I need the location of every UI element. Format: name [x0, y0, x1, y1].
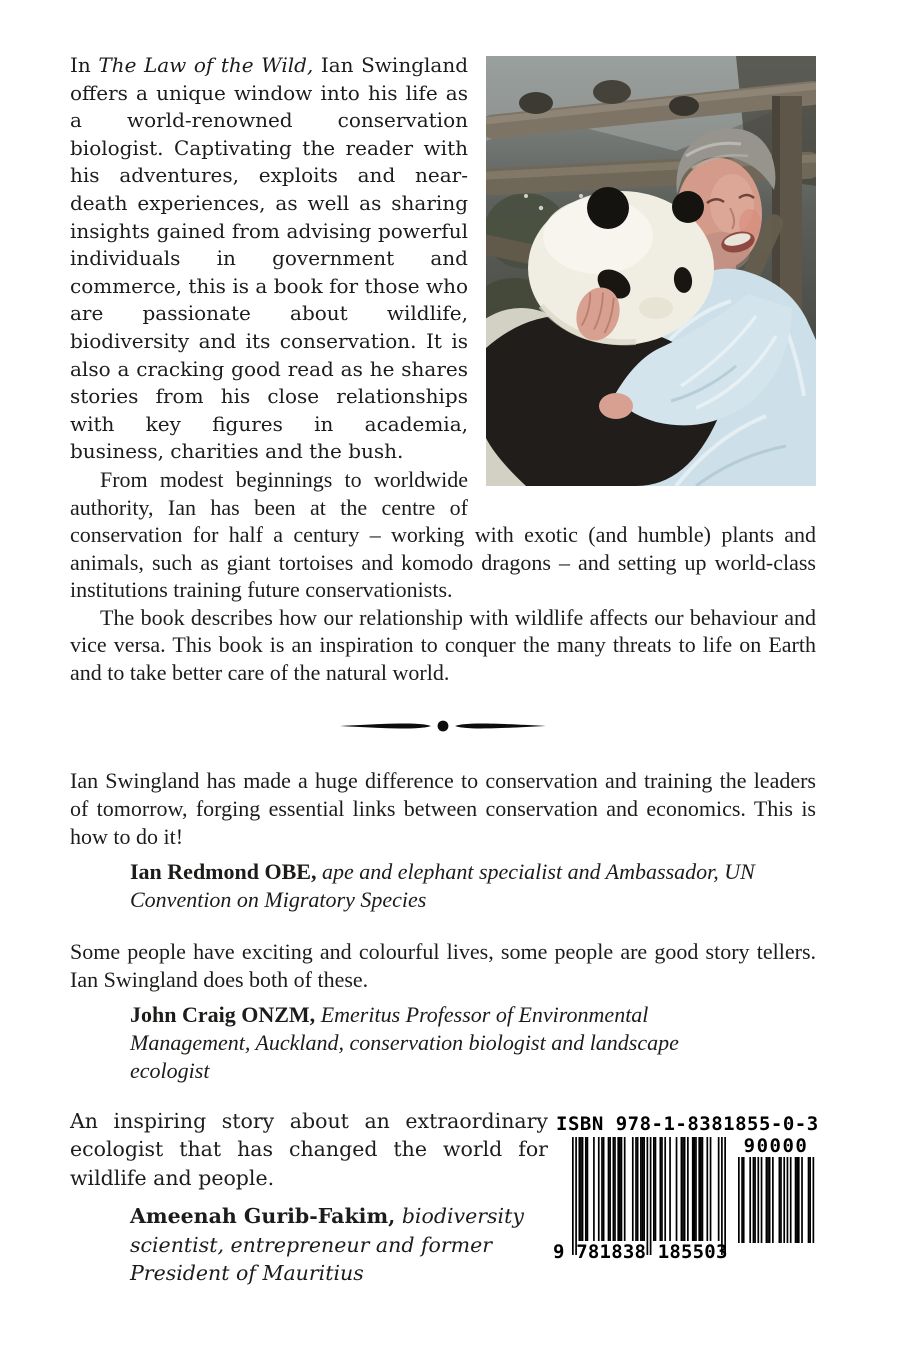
ean5-supplement-label: 90000: [743, 1135, 809, 1157]
endorser-role-1: ape and elephant specialist and Ambassador, UN Convention on Migratory Species: [130, 858, 755, 912]
endorsement-attribution-2: [130, 1001, 710, 1085]
endorsement-attribution-3: [130, 1202, 525, 1288]
endorser-name-2: John Craig ONZM,: [130, 1001, 316, 1027]
endorser-name-1: Ian Redmond OBE,: [130, 858, 317, 884]
synopsis-body: Ian Swingland offers a unique window into his life as a world-renowned conservation biologist. Captivating the reader with his adventures, exploits and near-death experiences, as well as sharing insights gained from advising powerful individuals in government and commerce, this is a book for those who are passionate about wildlife, biodiversity and its conservation. It is also a cracking good read as he shares stories from his close relationships with key figures in academia, business, charities and the bush.: [70, 53, 469, 464]
divider-ornament: [338, 717, 548, 739]
endorser-name-3: Ameenah Gurib-Fakim,: [130, 1203, 396, 1228]
endorser-role-3: biodiversity scientist, entrepreneur and former President of Mauritius: [130, 1203, 524, 1286]
endorsement-quote-2: Some people have exciting and colourful lives, some people are good story tellers. Ian Swingland does both of these.: [70, 938, 816, 993]
synopsis-paragraph-3: The book describes how our relationship with wildlife affects our behaviour and vice versa. This book is an inspiration to conquer the many threats to life on Earth and to take better care of the natural world.: [70, 604, 816, 686]
panda-muzzle: [639, 297, 673, 319]
endorsement-quote-3: An inspiring story about an extraordinary ecologist that has changed the world for wildlife and people.: [70, 1108, 548, 1190]
endorsement-quote-1: Ian Swingland has made a huge difference to conservation and training the leaders of tomorrow, forging essential links between conservation and economics. This is how to do it!: [70, 767, 816, 850]
synopsis-lead: In: [70, 53, 99, 77]
cover-text-column: [70, 52, 816, 1288]
divider-graphic: [338, 717, 548, 735]
isbn-barcode-block: [552, 1113, 824, 1265]
ean13-barcode: [572, 1137, 728, 1257]
panda-ear-left: [587, 187, 629, 229]
synopsis-paragraph-2: From modest beginnings to worldwide authority, Ian has been at the centre of conservation for half a century – working with exotic (and humble) plants and animals, such as giant tortoises and komodo dragons – and setting up world-class institutions training future conservationists.: [70, 466, 816, 603]
endorsement-attribution-1: [130, 858, 785, 914]
photo-illustration: [486, 56, 816, 486]
ean5-supplement-barcode: [738, 1157, 816, 1245]
endorser-role-2: Emeritus Professor of Environmental Management, Auckland, conservation biologist and landscape ecologist: [130, 1001, 679, 1083]
author-panda-photo: [486, 56, 816, 486]
book-title-italic: The Law of the Wild,: [98, 53, 314, 77]
isbn-label: ISBN 978-1-8381855-0-3: [556, 1113, 819, 1135]
man-hand-lower: [599, 393, 633, 419]
panda-ear-right: [672, 191, 704, 223]
ean13-digits: 9 781838 185503: [553, 1241, 728, 1263]
